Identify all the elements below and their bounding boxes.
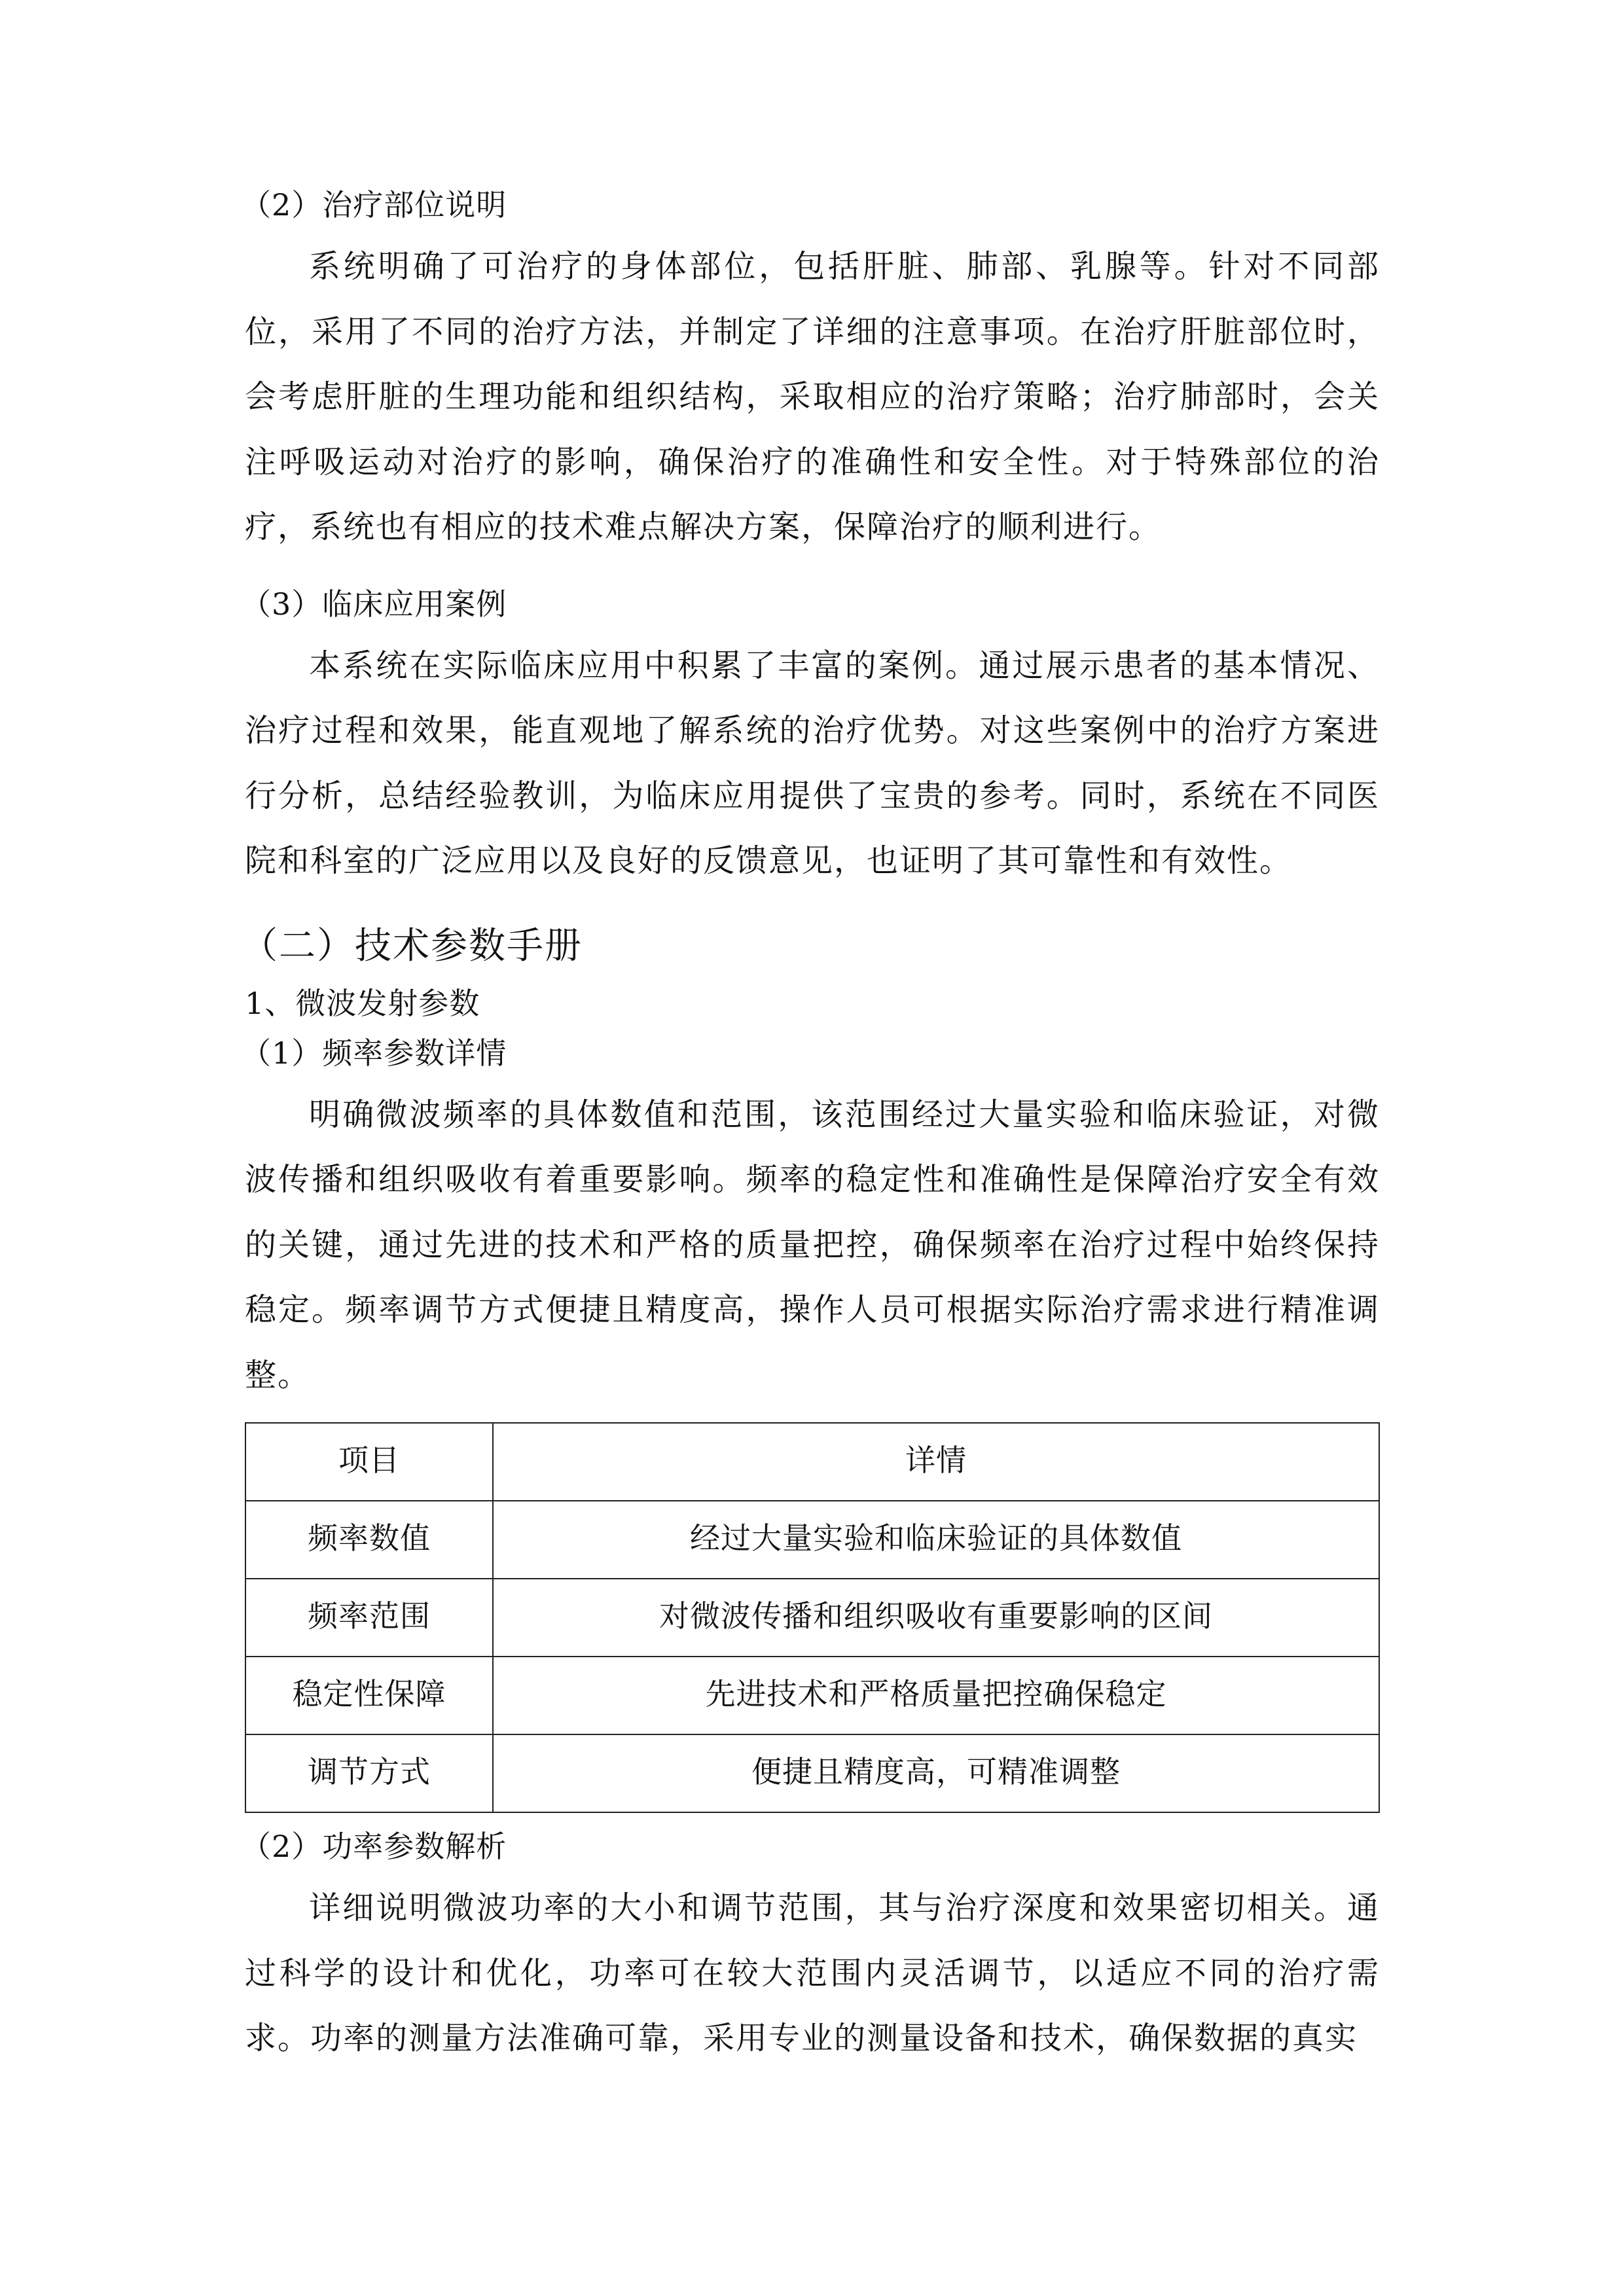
table-cell-item: 稳定性保障	[245, 1657, 493, 1734]
clinical-cases-heading: （3）临床应用案例	[241, 586, 507, 622]
table-cell-detail: 经过大量实验和临床验证的具体数值	[493, 1501, 1379, 1579]
clinical-cases-paragraph: 本系统在实际临床应用中积累了丰富的案例。通过展示患者的基本情况、治疗过程和效果，能直观地了解系统的治疗优势。对这些案例中的治疗方案进行分析，总结经验教训，为临床应用提供了宝贵的参考。同时，系统在不同医院和科室的广泛应用以及良好的反馈意见，也证明了其可靠性和有效性。	[245, 647, 1380, 879]
power-heading: （2）功率参数解析	[241, 1829, 507, 1864]
frequency-table	[245, 1422, 1380, 1813]
table-cell-detail: 对微波传播和组织吸收有重要影响的区间	[493, 1579, 1379, 1657]
table-cell-detail: 先进技术和严格质量把控确保稳定	[493, 1657, 1379, 1734]
table-cell-item: 频率数值	[245, 1501, 493, 1579]
table-header-detail: 详情	[493, 1423, 1379, 1501]
table-row	[245, 1657, 1379, 1734]
table-cell-detail: 便捷且精度高，可精准调整	[493, 1734, 1379, 1812]
table-cell-item: 频率范围	[245, 1579, 493, 1657]
power-paragraph: 详细说明微波功率的大小和调节范围，其与治疗深度和效果密切相关。通过科学的设计和优化，功率可在较大范围内灵活调节，以适应不同的治疗需求。功率的测量方法准确可靠，采用专业的测量设备和技术，确保数据的真实	[245, 1890, 1380, 2056]
page-content	[241, 185, 1380, 2072]
frequency-paragraph: 明确微波频率的具体数值和范围，该范围经过大量实验和临床验证，对微波传播和组织吸收有着重要影响。频率的稳定性和准确性是保障治疗安全有效的关键，通过先进的技术和严格的质量把控，确保频率在治疗过程中始终保持稳定。频率调节方式便捷且精度高，操作人员可根据实际治疗需求进行精准调整。	[245, 1096, 1380, 1393]
microwave-params-heading: 1、微波发射参数	[245, 985, 480, 1021]
table-row	[245, 1501, 1379, 1579]
frequency-heading: （1）频率参数详情	[241, 1035, 507, 1071]
treatment-sites-heading: （2）治疗部位说明	[241, 187, 507, 223]
table-row	[245, 1579, 1379, 1657]
table-row	[245, 1734, 1379, 1812]
treatment-sites-paragraph: 系统明确了可治疗的身体部位，包括肝脏、肺部、乳腺等。针对不同部位，采用了不同的治疗方法，并制定了详细的注意事项。在治疗肝脏部位时，会考虑肝脏的生理功能和组织结构，采取相应的治疗策略；治疗肺部时，会关注呼吸运动对治疗的影响，确保治疗的准确性和安全性。对于特殊部位的治疗，系统也有相应的技术难点解决方案，保障治疗的顺利进行。	[245, 248, 1380, 545]
table-header-item: 项目	[245, 1423, 493, 1501]
table-cell-item: 调节方式	[245, 1734, 493, 1812]
table-header-row	[245, 1423, 1379, 1501]
technical-manual-heading: （二）技术参数手册	[241, 924, 583, 967]
